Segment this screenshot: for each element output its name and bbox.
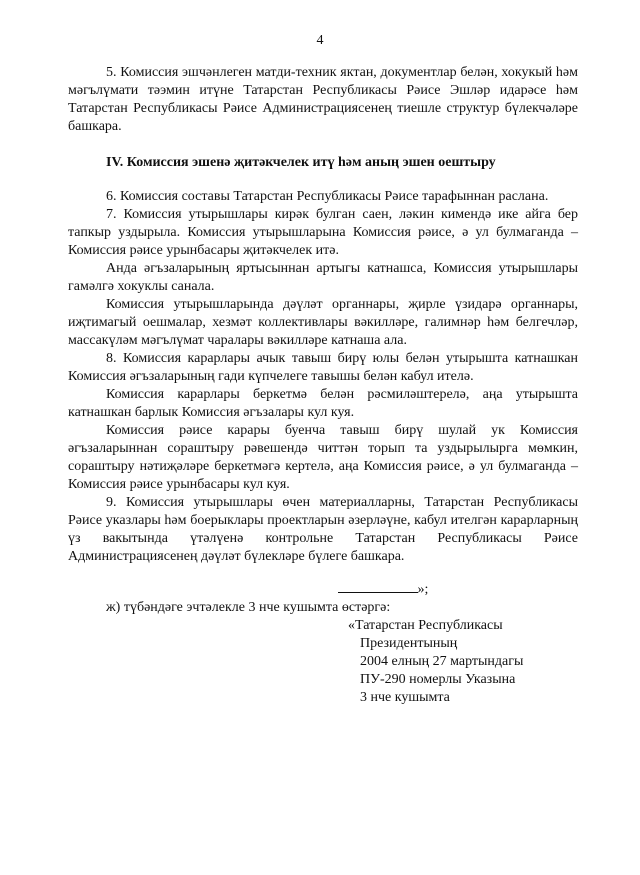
annex-line-4: ПУ-290 номерлы Указына [360,672,516,687]
page-number: 4 [316,33,324,48]
paragraph-7-participants: Комиссия утырышларында дәүләт органнары, җирле үзидарә органнары, иҗтимагый оешмалар, хезмәт коллективлары вәкилләре, галимнәр һәм белгечләр, массакүләм мәгълүмат чаралары вәкилләре катнаша ала. [68,297,578,348]
paragraph-6: 6. Комиссия составы Татарстан Республикасы Рәисе тарафыннан раслана. [106,189,549,204]
annex-line-1: «Татарстан Республикасы [348,618,503,633]
annex-line-2: Президентының [360,636,458,651]
amendment-instruction: ж) түбәндәге эчтәлекле 3 нче кушымта өстәргә: [106,600,391,615]
section-heading: IV. Комиссия эшенә җитәкчелек итү һәм аның эшен оештыру [106,155,496,170]
paragraph-7-quorum: Анда әгъзаларының яртысыннан артыгы катнашса, Комиссия утырышлары гамәлгә хокуклы санала. [68,261,578,294]
paragraph-8: 8. Комиссия карарлары ачык тавыш бирү юлы белән утырышта катнашкан Комиссия әгъзаларының гади күпчелеге тавышы белән кабул ителә. [68,351,578,384]
document-body [68,64,578,707]
paragraph-5: 5. Комиссия эшчәнлеген матди-техник яктан, документлар белән, хокукый һәм мәгълүмати тәэмин итүне Татарстан Республикасы Рәисе Эшләр идарәсе һәм Татарстан Республикасы Рәисе Администрациясенең тиешле структур бүлекчәләре башкара. [68,65,578,134]
blank-underline [338,580,418,593]
paragraph-9: 9. Комиссия утырышлары өчен материалларны, Татарстан Республикасы Рәисе указлары һәм боерыклары проектларын әзерләүне, кабул ителгән карарларның үз вакытында үтәлүенә контрольне Татарстан Республикасы Рәисе Администрациясенең дәүләт бүлекләре бүлеге башкара. [68,495,578,564]
annex-header [348,617,578,707]
annex-line-5: 3 нче кушымта [360,690,450,705]
paragraph-8-remote-vote: Комиссия рәисе карары буенча тавыш бирү шулай ук Комиссия әгъзаларыннан сораштыру рәвешендә читтән торып та уздырылырга мөмкин, сораштыру нәтиҗәләре беркетмәгә кертелә, аңа Комиссия рәисе, ә ул булмаганда – Комиссия рәисе урынбасары кул куя. [68,423,578,492]
paragraph-7: 7. Комиссия утырышлары кирәк булган саен, ләкин кимендә ике айга бер тапкыр уздырыла. Комиссия утырышларына Комиссия рәисе, ә ул булмаганда – Комиссия рәисе урынбасары җитәкчелек итә. [68,207,578,258]
closing-line [68,580,578,599]
paragraph-8-minutes: Комиссия карарлары беркетмә белән рәсмиләштерелә, аңа утырышта катнашкан барлык Комиссия әгъзалары кул куя. [68,387,578,420]
annex-line-3: 2004 елның 27 мартындагы [360,654,524,669]
closing-quote: »; [417,582,429,597]
